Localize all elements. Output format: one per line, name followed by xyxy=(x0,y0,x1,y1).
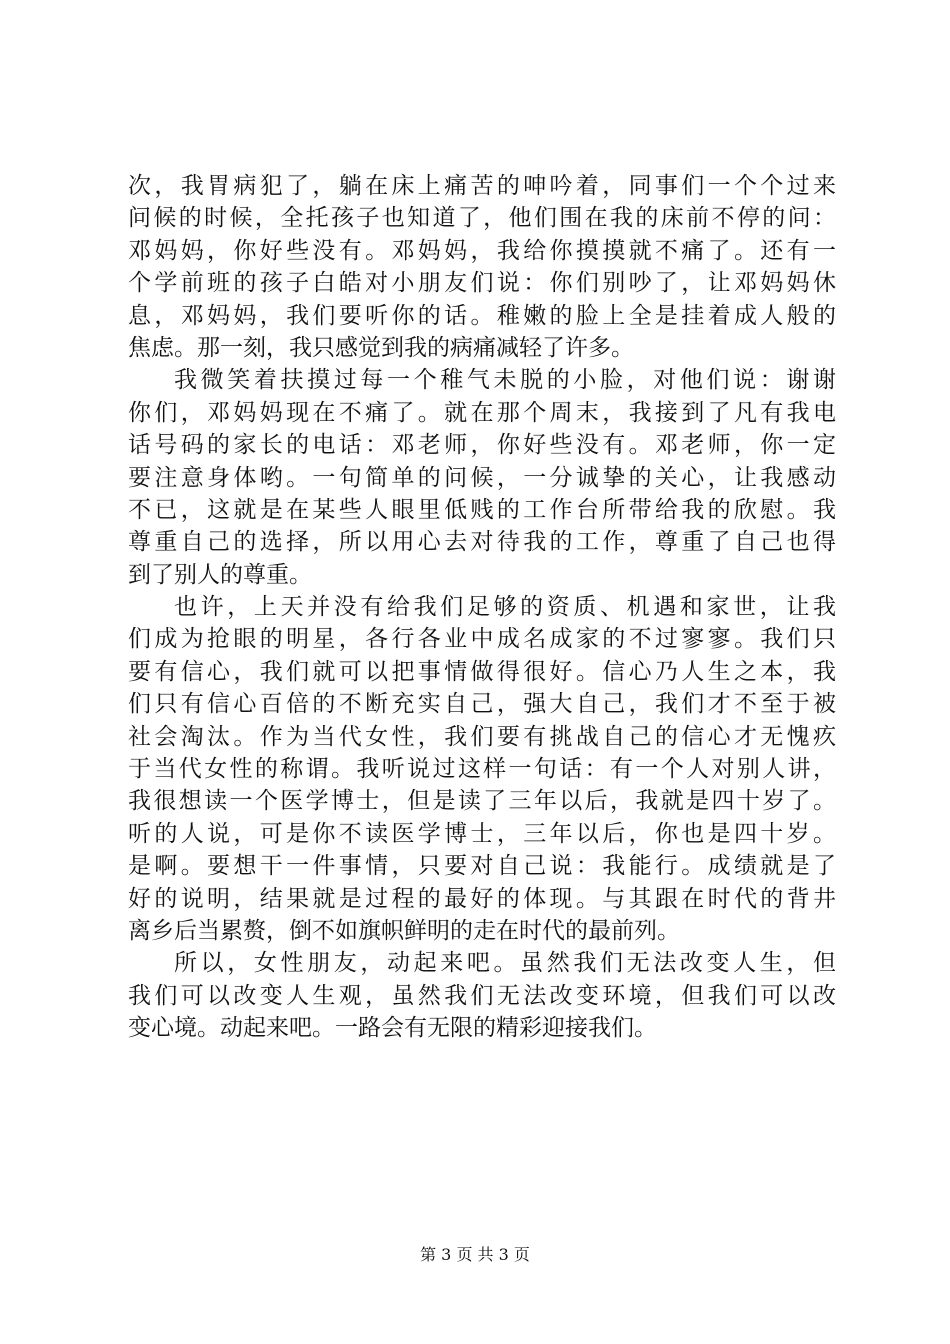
text-line: 听的人说，可是你不读医学博士，三年以后，你也是四十岁。 xyxy=(128,820,836,847)
text-line: 好的说明，结果就是过程的最好的体现。与其跟在时代的背井 xyxy=(128,885,836,912)
text-line: 离乡后当累赘，倒不如旗帜鲜明的走在时代的最前列。 xyxy=(128,917,680,944)
text-line: 也许，上天并没有给我们足够的资质、机遇和家世，让我 xyxy=(174,594,836,621)
text-line: 所以，女性朋友，动起来吧。虽然我们无法改变人生，但 xyxy=(174,950,836,977)
paragraph xyxy=(128,364,836,591)
text-line: 社会淘汰。作为当代女性，我们要有挑战自己的信心才无愧疚 xyxy=(128,723,836,750)
text-line: 你们，邓妈妈现在不痛了。就在那个周末，我接到了凡有我电 xyxy=(128,399,836,426)
paragraph xyxy=(128,947,836,1044)
text-line: 息，邓妈妈，我们要听你的话。稚嫩的脸上全是挂着成人般的 xyxy=(128,302,836,329)
text-line: 变心境。动起来吧。一路会有无限的精彩迎接我们。 xyxy=(128,1015,657,1042)
text-line: 次，我胃病犯了，躺在床上痛苦的呻吟着，同事们一个个过来 xyxy=(128,173,836,199)
text-line: 要注意身体哟。一句简单的问候，一分诚挚的关心，让我感动 xyxy=(128,464,836,491)
text-line: 不已，这就是在某些人眼里低贱的工作台所带给我的欣慰。我 xyxy=(128,496,836,523)
text-line: 问候的时候，全托孩子也知道了，他们围在我的床前不停的问： xyxy=(128,205,836,232)
text-line: 于当代女性的称谓。我听说过这样一句话：有一个人对别人讲， xyxy=(128,756,836,783)
text-line: 到了别人的尊重。 xyxy=(128,561,312,588)
text-line: 要有信心，我们就可以把事情做得很好。信心乃人生之本，我 xyxy=(128,658,836,685)
text-line: 我微笑着扶摸过每一个稚气未脱的小脸，对他们说：谢谢 xyxy=(174,367,836,394)
text-line: 们只有信心百倍的不断充实自己，强大自己，我们才不至于被 xyxy=(128,691,836,718)
text-line: 尊重自己的选择，所以用心去对待我的工作，尊重了自己也得 xyxy=(128,529,836,556)
body-text xyxy=(128,170,836,1045)
paragraph xyxy=(128,591,836,947)
text-line: 是啊。要想干一件事情，只要对自己说：我能行。成绩就是了 xyxy=(128,853,836,880)
text-line: 我们可以改变人生观，虽然我们无法改变环境，但我们可以改 xyxy=(128,982,836,1009)
text-line: 个学前班的孩子白皓对小朋友们说：你们别吵了，让邓妈妈休 xyxy=(128,270,836,297)
text-line: 焦虑。那一刻，我只感觉到我的病痛减轻了许多。 xyxy=(128,334,634,361)
text-line: 我很想读一个医学博士，但是读了三年以后，我就是四十岁了。 xyxy=(128,788,836,815)
text-line: 话号码的家长的电话：邓老师，你好些没有。邓老师，你一定 xyxy=(128,432,836,459)
text-line: 们成为抢眼的明星，各行各业中成名成家的不过寥寥。我们只 xyxy=(128,626,836,653)
paragraph xyxy=(128,170,836,364)
page-footer: 第 3 页 共 3 页 xyxy=(420,1245,530,1264)
text-line: 邓妈妈，你好些没有。邓妈妈，我给你摸摸就不痛了。还有一 xyxy=(128,237,836,264)
